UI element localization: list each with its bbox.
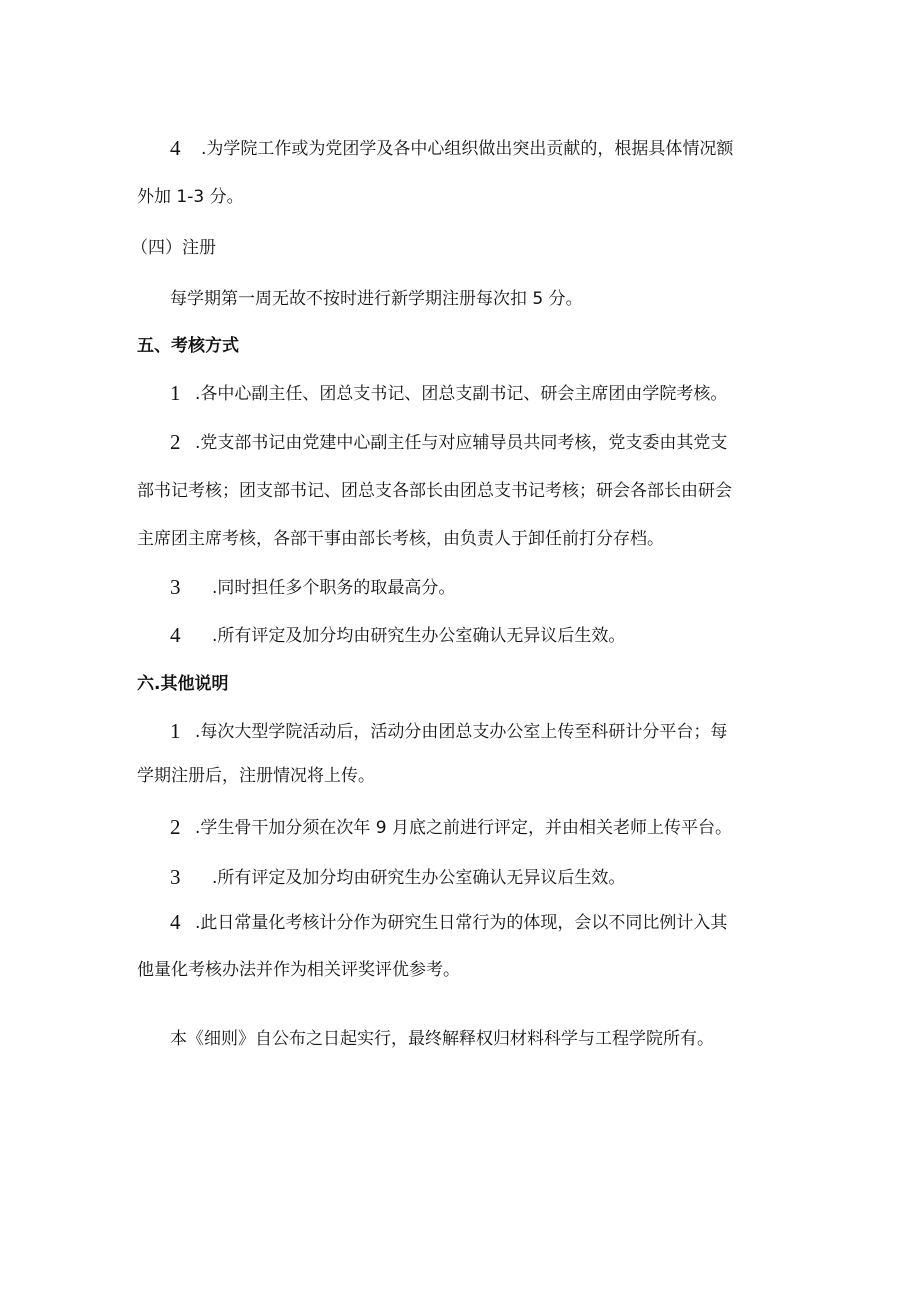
paragraph-line: 每学期第一周无故不按时进行新学期注册每次扣 5 分。 [170, 289, 583, 309]
section-subheading: （四）注册 [131, 238, 216, 258]
list-number: 3 [170, 865, 181, 889]
paragraph-line: .所有评定及加分均由研究生办公室确认无异议后生效。 [212, 626, 626, 646]
paragraph-line: 主席团主席考核，各部干事由部长考核，由负责人于卸任前打分存档。 [137, 529, 664, 549]
paragraph-line: .所有评定及加分均由研究生办公室确认无异议后生效。 [212, 868, 626, 888]
paragraph-line: 部书记考核；团支部书记、团总支各部长由团总支书记考核；研会各部长由研会 [137, 481, 732, 501]
paragraph-line: 外加 1-3 分。 [137, 187, 244, 207]
paragraph-line: .此日常量化考核计分作为研究生日常行为的体现，会以不同比例计入其 [195, 913, 728, 933]
list-number: 1 [170, 719, 181, 743]
list-number: 3 [170, 575, 181, 599]
list-number: 2 [170, 815, 181, 839]
paragraph-line: .各中心副主任、团总支书记、团总支副书记、研会主席团由学院考核。 [195, 384, 728, 404]
paragraph-line: .同时担任多个职务的取最高分。 [212, 578, 456, 598]
paragraph-line: .学生骨干加分须在次年 9 月底之前进行评定，并由相关老师上传平台。 [195, 818, 733, 838]
paragraph-line: 他量化考核办法并作为相关评奖评优参考。 [137, 960, 460, 980]
closing-statement: 本《细则》自公布之日起实行，最终解释权归材料科学与工程学院所有。 [170, 1029, 714, 1049]
paragraph-line: .为学院工作或为党团学及各中心组织做出突出贡献的，根据具体情况额 [201, 139, 734, 159]
paragraph-line: 学期注册后，注册情况将上传。 [137, 766, 375, 786]
list-number: 4 [170, 136, 181, 160]
list-number: 1 [170, 381, 181, 405]
section-heading: 五、考核方式 [137, 336, 239, 356]
list-number: 4 [170, 623, 181, 647]
paragraph-line: .党支部书记由党建中心副主任与对应辅导员共同考核，党支委由其党支 [195, 433, 728, 453]
section-heading: 六.其他说明 [137, 674, 229, 694]
paragraph-line: .每次大型学院活动后，活动分由团总支办公室上传至科研计分平台；每 [195, 722, 728, 742]
list-number: 2 [170, 430, 181, 454]
list-number: 4 [170, 910, 181, 934]
